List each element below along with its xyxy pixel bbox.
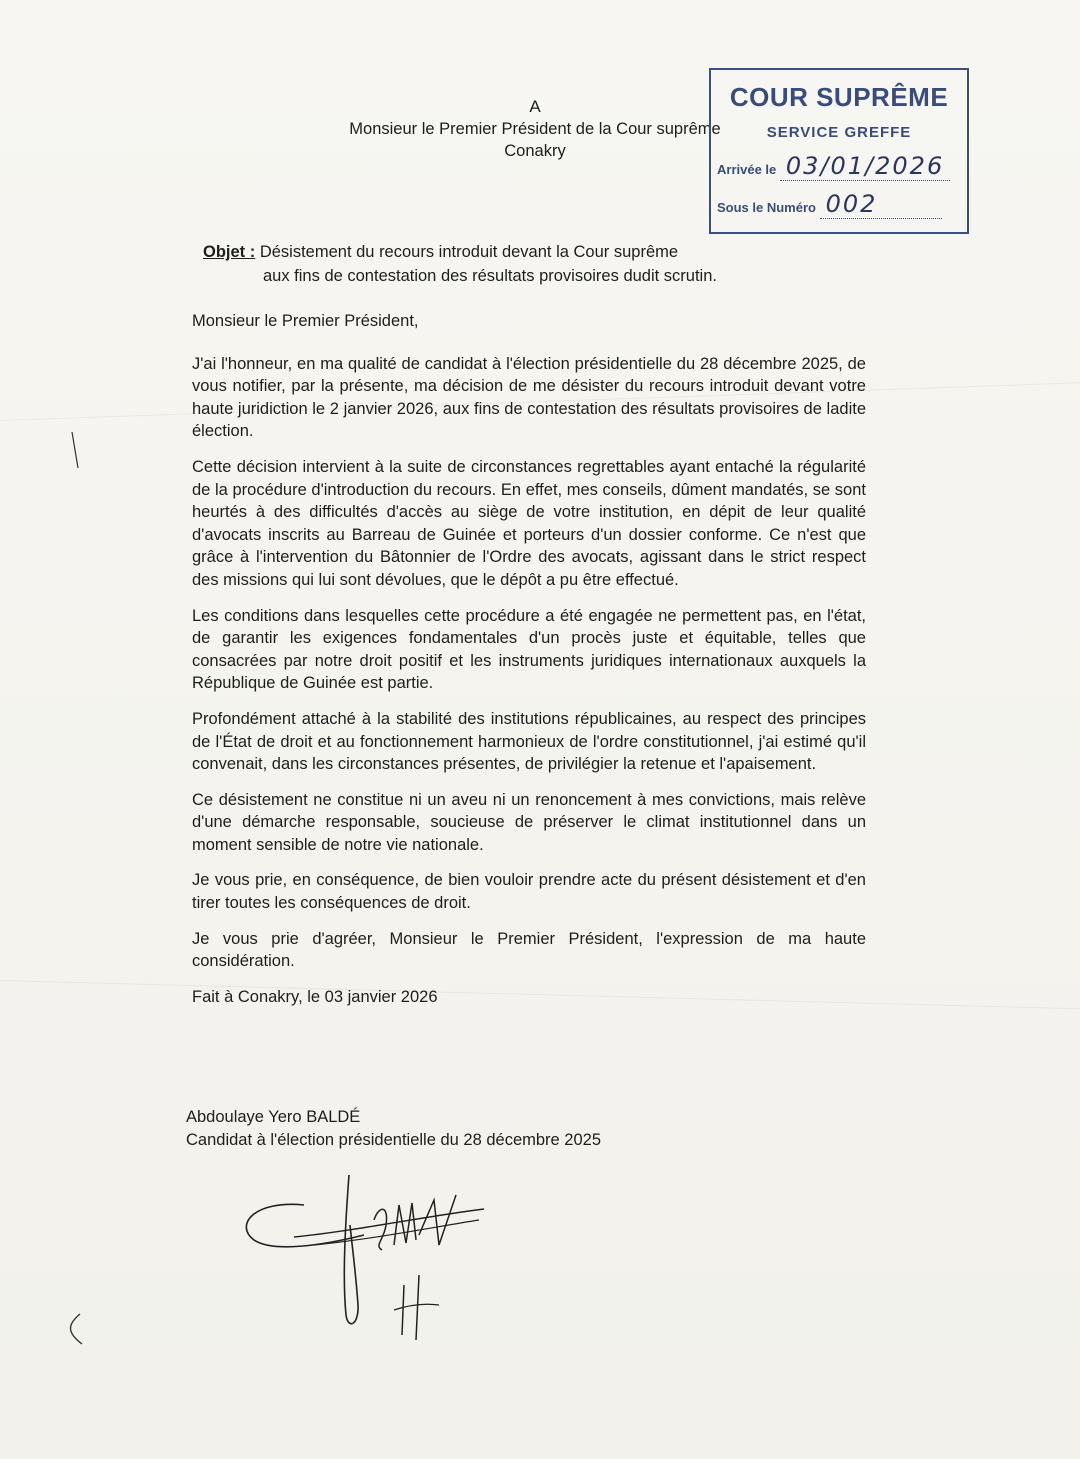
stamp-arrival-value: 03/01/2026 (780, 152, 950, 181)
signer-role: Candidat à l'élection présidentielle du 28 décembre 2025 (186, 1131, 602, 1149)
paragraph: Ce désistement ne constitue ni un aveu ni un renoncement à mes convictions, mais relève d'une démarche responsable, soucieuse de préserver le climat institutionnel dans un moment sensible de notre vie nationale. (192, 790, 866, 854)
header-a: A (529, 97, 541, 116)
registry-stamp (709, 68, 969, 234)
stamp-number-value: 002 (820, 190, 942, 219)
stamp-number-row (717, 190, 942, 219)
subject-line-2: aux fins de contestation des résultats provisoires dudit scrutin. (263, 267, 717, 285)
edge-mark (60, 430, 90, 470)
letter-body (192, 310, 866, 1021)
paragraph: Je vous prie d'agréer, Monsieur le Premier Président, l'expression de ma haute considération. (192, 929, 866, 971)
subject-line-1: Désistement du recours introduit devant la Cour suprême (259, 243, 679, 261)
edge-mark (60, 1310, 90, 1350)
header-addressee: Monsieur le Premier Président de la Cour suprême (349, 120, 721, 138)
salutation: Monsieur le Premier Président, (192, 312, 419, 330)
subject-label: Objet : (203, 243, 256, 261)
paragraph: Profondément attaché à la stabilité des institutions républicaines, au respect des principes de l'État de droit et au fonctionnement harmonieux de l'ordre constitutionnel, j'ai estimé qu'il convenait, dans les circonstances présentes, de privilégier la retenue et l'apaisement. (192, 709, 866, 774)
stamp-service: SERVICE GREFFE (766, 124, 912, 141)
letter-header (300, 96, 770, 162)
signer-name: Abdoulaye Yero BALDÉ (186, 1108, 361, 1126)
handwritten-signature (234, 1165, 494, 1345)
stamp-number-label: Sous le Numéro (717, 200, 816, 215)
subject-block (203, 240, 783, 288)
stamp-arrival-row (717, 152, 950, 181)
paragraph: Cette décision intervient à la suite de circonstances regrettables ayant entaché la régularité de la procédure d'introduction du recours. En effet, mes conseils, dûment mandatés, se sont heurtés à des difficultés d'accès au siège de votre institution, en dépit de leur qualité d'avocats inscrits au Barreau de Guinée et porteurs d'un dossier conforme. Ce n'est que grâce à l'intervention du Bâtonnier de l'Ordre des avocats, agissant dans le strict respect des missions qui lui sont dévolues, que le dépôt a pu être effectué. (192, 457, 866, 589)
paragraph: Les conditions dans lesquelles cette procédure a été engagée ne permettent pas, en l'état, de garantir les exigences fondamentales d'un procès juste et équitable, telles que consacrées par notre droit positif et les instruments juridiques internationaux auxquels la République de Guinée est partie. (192, 606, 866, 693)
place-date: Fait à Conakry, le 03 janvier 2026 (192, 987, 438, 1006)
stamp-arrival-label: Arrivée le (717, 162, 777, 177)
header-city: Conakry (504, 142, 566, 160)
paragraph: J'ai l'honneur, en ma qualité de candidat à l'élection présidentielle du 28 décembre 2025, de vous notifier, par la présente, ma décision de me désister du recours introduit devant votre haute juridiction le 2 janvier 2026, aux fins de contestation des résultats provisoires de ladite élection. (192, 354, 866, 441)
stamp-title: COUR SUPRÊME (729, 82, 949, 112)
paragraph: Je vous prie, en conséquence, de bien vouloir prendre acte du présent désistement et d'en tirer toutes les conséquences de droit. (192, 871, 866, 913)
signoff-block (186, 1106, 601, 1152)
